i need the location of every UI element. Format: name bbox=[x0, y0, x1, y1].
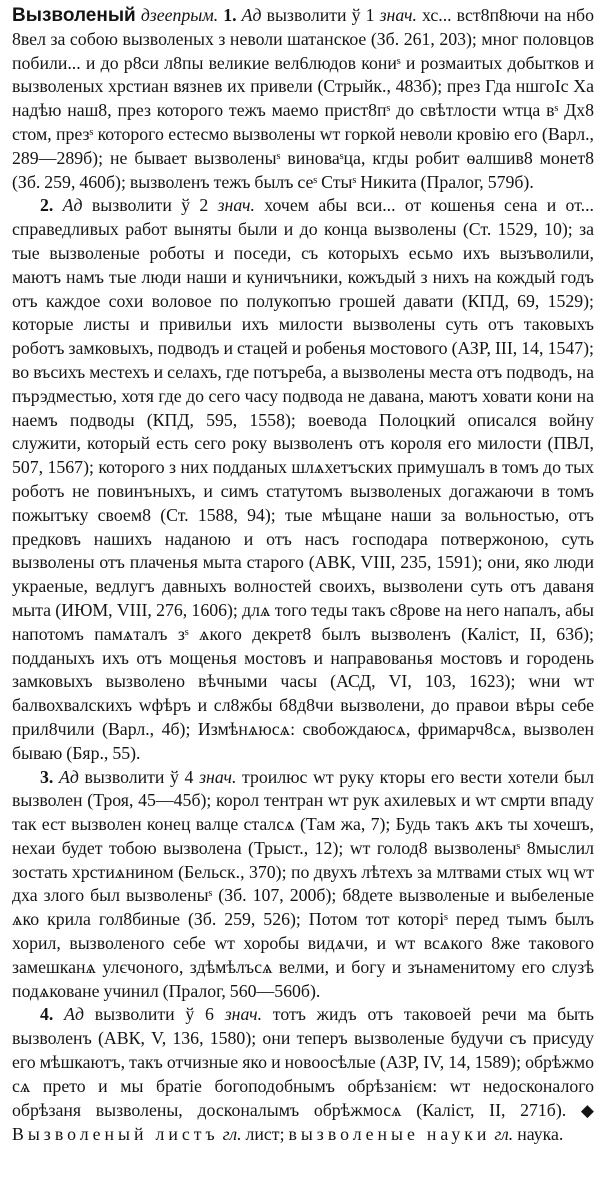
dictionary-entry bbox=[12, 4, 594, 1147]
cross-ref-target: вызволити ў 4 bbox=[84, 766, 194, 787]
crossref-term: Вызволеный листъ bbox=[12, 1124, 219, 1145]
sense-text: тотъ жидъ отъ таковоей речи ма быть вызволенъ (АВК, V, 136, 1580); они теперъ вызволеные будучи съ присуду его мѣшкаютъ, такъ отчизные яко и новоосѣлые (АЗР, IV, 14, 1589); обрѣжмо сѧ прето и мы братіе богоподобнымъ обрѣзанієм: wт недосконалого обрѣзаня вызволены, досконалымъ обрѣжмосѧ (Каліст, II, 271б). bbox=[12, 1004, 595, 1120]
crossref-gl-label: гл. bbox=[222, 1124, 242, 1145]
meaning-label: знач. bbox=[199, 766, 237, 787]
cross-ref-target: вызволити ў 2 bbox=[91, 195, 209, 216]
part-of-speech: дзеепрым. bbox=[140, 5, 219, 25]
crossref-target: лист; bbox=[245, 1124, 285, 1145]
sense-4 bbox=[12, 1003, 594, 1147]
headword: Вызволеный bbox=[12, 5, 136, 26]
sense-text: троилюс wт руку кторы его вести хотели был вызволен (Троя, 45—45б); корол тентран wт рук ахилевых и wт смрти впаду так ест вызволен конец валце сталсѧ (Там жа, 7); Будь такъ ѧкъ ты хочешъ, нехаи будет тобою вызволена (Трыст., 12); wт голод8 вызволеныˢ 8мыслил зостать хрстиѧнином (Бельск., 370); по двухъ лѣтехъ за млтвами стых wц wт дха злого был вызволеныˢ (Зб. 107, 200б); б8дете вызволеные и выбеленые ѧко крила гол8биные (Зб. 259, 526); Потом тот которіˢ перед тымъ былъ хорил, вызволеного себе wт хоробы видѧчи, и wт всѧкого 8же такового замешканѧ улєчоного, здѣмѣлъсѧ велми, и богу и зънаменитому его слузѣ подѧковане учинил (Пралог, 560—560б). bbox=[12, 766, 594, 1001]
diamond-icon: ◆ bbox=[580, 1100, 594, 1121]
sense-number: 2. bbox=[40, 195, 54, 216]
meaning-label: знач. bbox=[224, 1004, 263, 1025]
crossref-term: вызволеные науки bbox=[288, 1124, 491, 1145]
meaning-label: знач. bbox=[217, 195, 255, 216]
cross-ref-label: Ад bbox=[62, 195, 83, 216]
cross-ref-label: Ад bbox=[58, 766, 79, 787]
sense-text: хс... вст8п8ючи на нбо 8вел за собою вызволеных з неволи шатанское (Зб. 261, 203); мног половцов побили... и до р8си л8пы великие вел6людов кониˢ и розмаитых добытков и вызволеных хрстиан вязнев их привели (Стрыйк., 483б); през Гда ншгоІс Ха надѣю наш8, през которого тежъ маемо прист8пˢ до свѣтлости wтца вˢ Дх8 стом, презˢ которого естесмо вызволены wт горкой неволи кровію его (Варл., 289—289б); не бывает вызволеныˢ виноваˢца, кгды робит ѳалшив8 монет8 (Зб. 259, 460б); вызволенъ тежъ былъ сеˢ Стыˢ Никита (Пралог, 579б). bbox=[12, 5, 594, 192]
sense-3 bbox=[12, 766, 594, 1004]
sense-number: 3. bbox=[40, 766, 54, 787]
sense-text: хочем абы вси... от кошенья сена и от... справедливых работ выняты были и до конца вызволены (Ст. 1529, 10); за тые вызволеные роботы и поседи, съ которыхъ есьмо ихъ вызъволили, маютъ намъ тые люди наши и куничъники, кожъдый з нихъ на кождый годъ отъ каждое сохи воловое по полукопъю грошей давати (КПД, 69, 1529); которые листы и привильи ихъ милости вызволены суть отъ таковыхъ роботъ замковыхъ, подводъ и стацей и робенья мостового (АЗР, III, 14, 1547); во въсихъ местехъ и селахъ, где потъреба, а вызволены места отъ подводъ, на пърэдместью, хотя где до сего часу подвода не давана, маютъ ховати кони на наемъ подводы (КПД, 595, 1558); воевода Полоцкий описался войну служити, который есть сего року вызволенъ отъ короля его милости (ПВЛ, 507, 1567); которого з них подданых шлѧхетъских примушалъ в томъ до тых роботъ не повинъныхъ, и симъ статутомъ вызволеных догажаючи в томъ пожытъку своем8 (Ст. 1588, 94); тые мѣщане наши за вольностью, отъ предковъ нашихъ наданою и отъ насъ господара потвержоною, суть вызволены отъ плаченья мыта старого (АВК, VIII, 235, 1591); они, яко люди украеные, ведлугъ давныхъ волностей своихъ, вызволени суть отъ даваня мыта (ИЮМ, VIII, 276, 1606); длѧ того теды такъ с8рове на него напалъ, абы напотомъ памѧталъ зˢ ѧкого декрет8 былъ вызволенъ (Каліст, II, 63б); подданыхъ ихъ отъ мощенья мостовъ и направованья мостовъ и городень замковыхъ вызволено вѣчными часы (АСД, VI, 103, 1623); wни wт балвохвалскихъ wфѣръ и сл8жбы б8д8чи вызволени, до правои вѣры себе прил8чили (Варл., 4б); Измѣнѧюсѧ: свобождаюсѧ, фримарч8сѧ, вызволен бываю (Бяр., 55). bbox=[12, 195, 594, 763]
meaning-label: знач. bbox=[379, 5, 417, 25]
cross-ref-target: вызволити ў 1 bbox=[266, 5, 375, 25]
crossref-target: наука. bbox=[517, 1124, 564, 1145]
sense-number: 1. bbox=[223, 5, 237, 25]
cross-ref-label: Ад bbox=[64, 1004, 84, 1025]
crossref-gl-label: гл. bbox=[494, 1124, 514, 1145]
cross-ref-target: вызволити ў 6 bbox=[94, 1004, 214, 1025]
cross-ref-label: Ад bbox=[241, 5, 262, 25]
sense-1 bbox=[12, 4, 594, 194]
sense-number: 4. bbox=[40, 1004, 54, 1025]
sense-2 bbox=[12, 194, 594, 765]
